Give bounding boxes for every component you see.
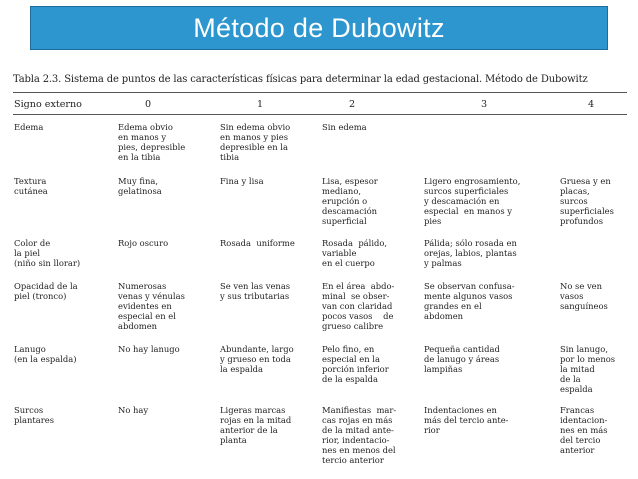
row-opacidad-score-1: Se ven las venas y sus tributarias (220, 281, 291, 302)
table-top-rule (13, 92, 627, 93)
row-opacidad-sign: Opacidad de la piel (tronco) (14, 281, 78, 302)
row-opacidad-score-4: No se ven vasos sanguíneos (560, 281, 608, 312)
page-title: Método de Dubowitz (193, 12, 445, 43)
title-banner (30, 6, 608, 50)
header-signo-externo: Signo externo (14, 99, 82, 110)
row-lanugo-sign: Lanugo (en la espalda) (14, 344, 77, 365)
table-header-rule (13, 114, 627, 115)
row-textura-score-4: Gruesa y en placas, surcos superficiales profundos (560, 176, 614, 227)
row-lanugo-score-3: Pequeña cantidad de lanugo y áreas lampiñas (424, 344, 500, 375)
header-score-2: 2 (349, 99, 356, 110)
row-edema-sign: Edema (14, 122, 44, 132)
row-surcos-score-1: Ligeras marcas rojas en la mitad anterior de la planta (220, 405, 292, 446)
row-surcos-score-4: Francas identacion- nes en más del tercio anterior (560, 405, 608, 456)
row-textura-score-2: Lisa, espesor mediano, erupción o descamación superficial (322, 176, 378, 227)
header-score-0: 0 (145, 99, 152, 110)
row-color-score-2: Rosada pálido, variable en el cuerpo (322, 238, 388, 269)
header-score-1: 1 (257, 99, 264, 110)
row-lanugo-score-1: Abundante, largo y grueso en toda la espalda (220, 344, 294, 375)
header-score-3: 3 (481, 99, 488, 110)
row-opacidad-score-0: Numerosas venas y vénulas evidentes en especial en el abdomen (118, 281, 185, 332)
row-lanugo-score-2: Pelo fino, en especial en la porción inferior de la espalda (322, 344, 389, 385)
row-surcos-score-3: Indentaciones en más del tercio ante- rior (424, 405, 509, 436)
row-textura-sign: Textura cutánea (14, 176, 48, 197)
row-edema-score-1: Sin edema obvio en manos y pies depresible en la tibia (220, 122, 291, 163)
row-color-score-0: Rojo oscuro (118, 238, 169, 248)
row-edema-score-2: Sin edema (322, 122, 367, 132)
row-lanugo-score-4: Sin lanugo, por lo menos la mitad de la espalda (560, 344, 616, 395)
row-color-sign: Color de la piel (niño sin llorar) (14, 238, 81, 269)
row-surcos-score-0: No hay (118, 405, 149, 415)
row-opacidad-score-3: Se observan confusa- mente algunos vasos grandes en el abdomen (424, 281, 515, 322)
row-textura-score-0: Muy fina, gelatinosa (118, 176, 162, 197)
row-edema-score-0: Edema obvio en manos y pies, depresible en la tibia (118, 122, 186, 163)
row-textura-score-1: Fina y lisa (220, 176, 264, 186)
row-surcos-sign: Surcos plantares (14, 405, 55, 426)
row-lanugo-score-0: No hay lanugo (118, 344, 180, 354)
table-caption: Tabla 2.3. Sistema de puntos de las características físicas para determinar la edad gestacional. Método de Dubowitz (13, 74, 588, 85)
row-color-score-3: Pálida; sólo rosada en orejas, labios, plantas y palmas (424, 238, 517, 269)
header-score-4: 4 (588, 99, 595, 110)
row-opacidad-score-2: En el área abdo- minal se obser- van con claridad pocos vasos de grueso calibre (322, 281, 395, 332)
row-textura-score-3: Ligero engrosamiento, surcos superficiales y descamación en especial en manos y pies (424, 176, 521, 227)
row-color-score-1: Rosada uniforme (220, 238, 295, 248)
row-surcos-score-2: Manifiestas mar- cas rojas en más de la mitad ante- rior, indentacio- nes en menos del tercio anterior (322, 405, 397, 466)
